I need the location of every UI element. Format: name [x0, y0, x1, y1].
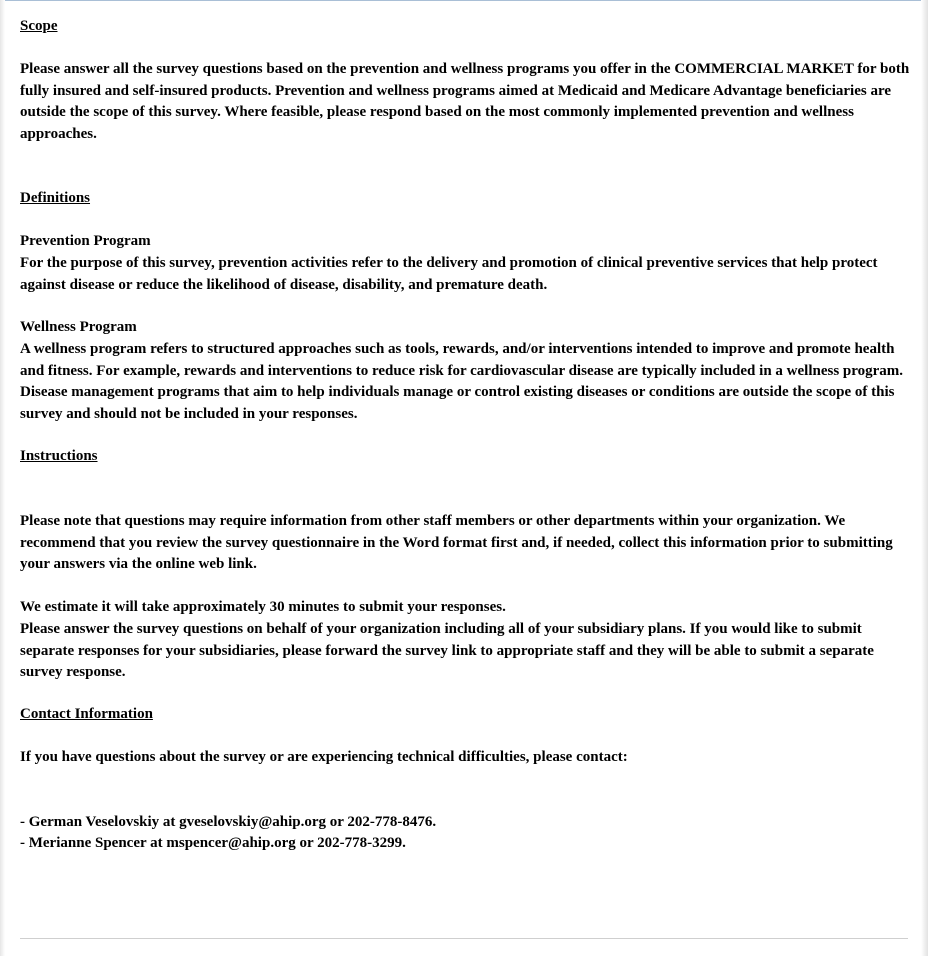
scope-heading: Scope [20, 18, 58, 34]
instructions-text-3: Please answer the survey questions on behalf of your organization including all of your subsidiary plans. If you would like to submit separate responses for your subsidiaries, please forward the survey link to appropriate staff and they will be able to submit a separate survey response. [20, 621, 874, 680]
instructions-text-1: Please note that questions may require information from other staff members or other departments within your organization. We recommend that you review the survey questionnaire in the Word format first and, if needed, collect this information prior to submitting your answers via the online web link. [20, 513, 893, 572]
contact-intro: If you have questions about the survey or are experiencing technical difficulties, please contact: [20, 749, 628, 765]
contact-item: - German Veselovskiy at gveselovskiy@ahip.org or 202-778-8476. [20, 814, 437, 830]
scope-text: Please answer all the survey questions based on the prevention and wellness programs you offer in the COMMERCIAL MARKET for both fully insured and self-insured products. Prevention and wellness programs aimed at Medicaid and Medicare Advantage beneficiaries are outside the scope of this survey. Where feasible, please respond based on the most commonly implemented prevention and wellness approaches. [20, 61, 910, 142]
contact-item: - Merianne Spencer at mspencer@ahip.org or 202-778-3299. [20, 835, 406, 851]
instructions-text-2: We estimate it will take approximately 30 minutes to submit your responses. [20, 599, 506, 615]
wellness-program-title: Wellness Program [20, 319, 137, 335]
divider [20, 938, 908, 939]
prevention-program-text: For the purpose of this survey, prevention activities refer to the delivery and promotion of clinical preventive services that help protect against disease or reduce the likelihood of disease, disability, and premature death. [20, 255, 878, 293]
left-shadow [0, 0, 5, 956]
top-border [0, 0, 928, 1]
prevention-program-title: Prevention Program [20, 233, 151, 249]
definitions-heading: Definitions [20, 190, 91, 206]
wellness-program-text: A wellness program refers to structured approaches such as tools, rewards, and/or interventions intended to improve and promote health and fitness. For example, rewards and interventions to reduce risk for cardiovascular disease are typically included in a wellness program. Disease management programs that aim to help individuals manage or control existing diseases or conditions are outside the scope of this survey and should not be included in your responses. [20, 341, 904, 422]
right-shadow [921, 0, 928, 956]
contact-heading: Contact Information [20, 706, 153, 722]
instructions-heading: Instructions [20, 448, 98, 464]
